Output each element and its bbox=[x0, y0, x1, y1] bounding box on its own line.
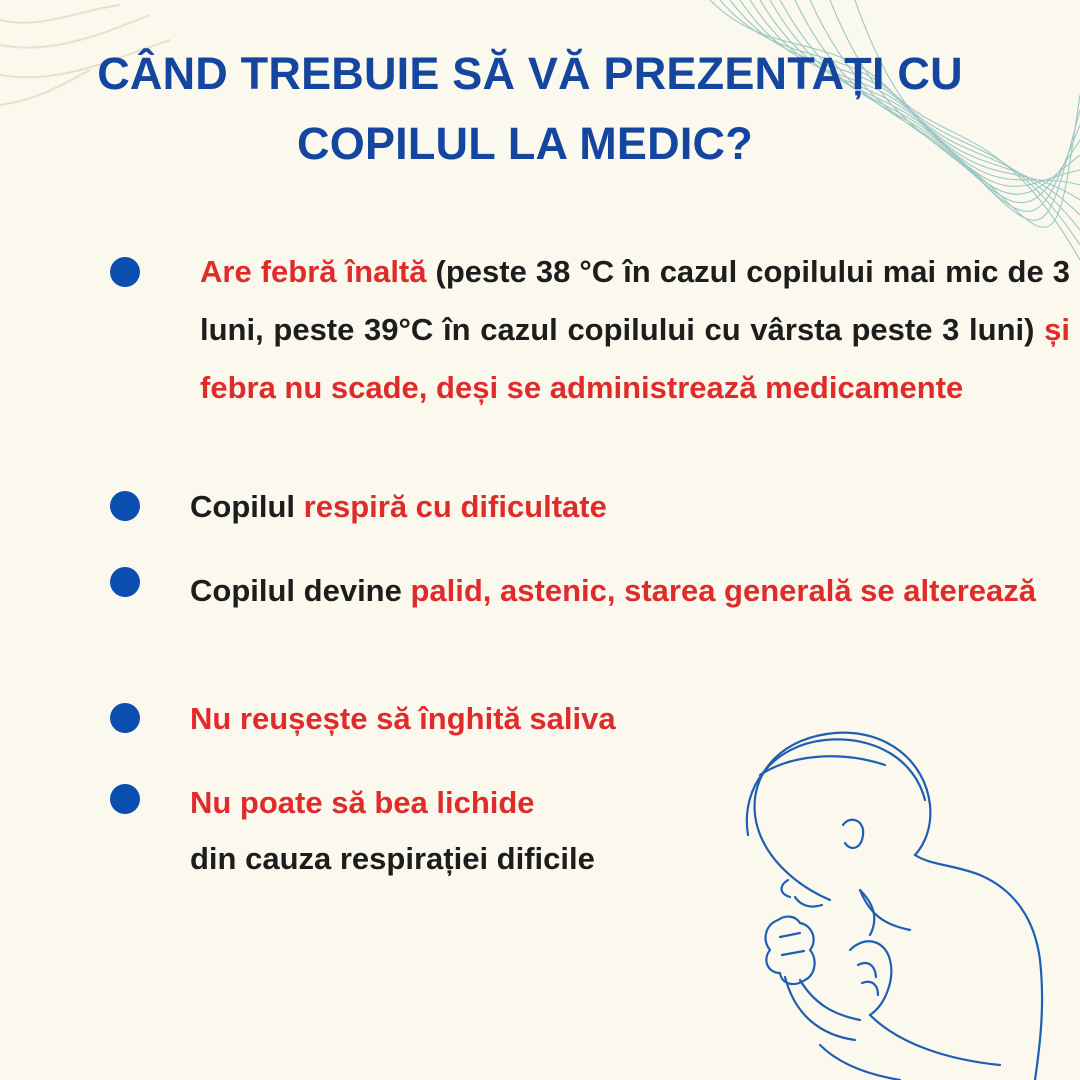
page-title: CÂND TREBUIE SĂ VĂ PREZENTAȚI CU bbox=[97, 48, 963, 99]
item-highlight: Nu reușește să înghită saliva bbox=[190, 701, 616, 736]
list-item bbox=[190, 690, 1070, 748]
list-item bbox=[190, 478, 1070, 536]
item-highlight: Nu poate să bea lichide bbox=[190, 785, 535, 820]
item-highlight: și febra nu scade, deși se administrează medicamente bbox=[200, 312, 1070, 405]
bullet-dot-icon bbox=[110, 491, 140, 521]
list-item bbox=[190, 562, 1075, 620]
list-item bbox=[200, 243, 1070, 417]
page-title-line2: COPILUL LA MEDIC? bbox=[297, 118, 753, 169]
bullet-dot-icon bbox=[110, 784, 140, 814]
coughing-child-icon bbox=[700, 715, 1080, 1080]
item-highlight: Are febră înaltă bbox=[200, 254, 427, 289]
item-text: din cauza respirației dificile bbox=[190, 841, 595, 876]
item-highlight: palid, astenic, starea generală se alterează bbox=[410, 573, 1036, 608]
item-text: Copilul devine bbox=[190, 573, 411, 608]
item-text: Copilul bbox=[190, 489, 304, 524]
bullet-dot-icon bbox=[110, 567, 140, 597]
list-item bbox=[190, 775, 1070, 887]
bullet-dot-icon bbox=[110, 257, 140, 287]
bullet-dot-icon bbox=[110, 703, 140, 733]
item-text: (peste 38 °C în cazul copilului mai mic de 3 luni, peste 39°C în cazul copilului cu vârsta peste 3 luni) bbox=[200, 254, 1070, 347]
item-highlight: respiră cu dificultate bbox=[303, 489, 607, 524]
